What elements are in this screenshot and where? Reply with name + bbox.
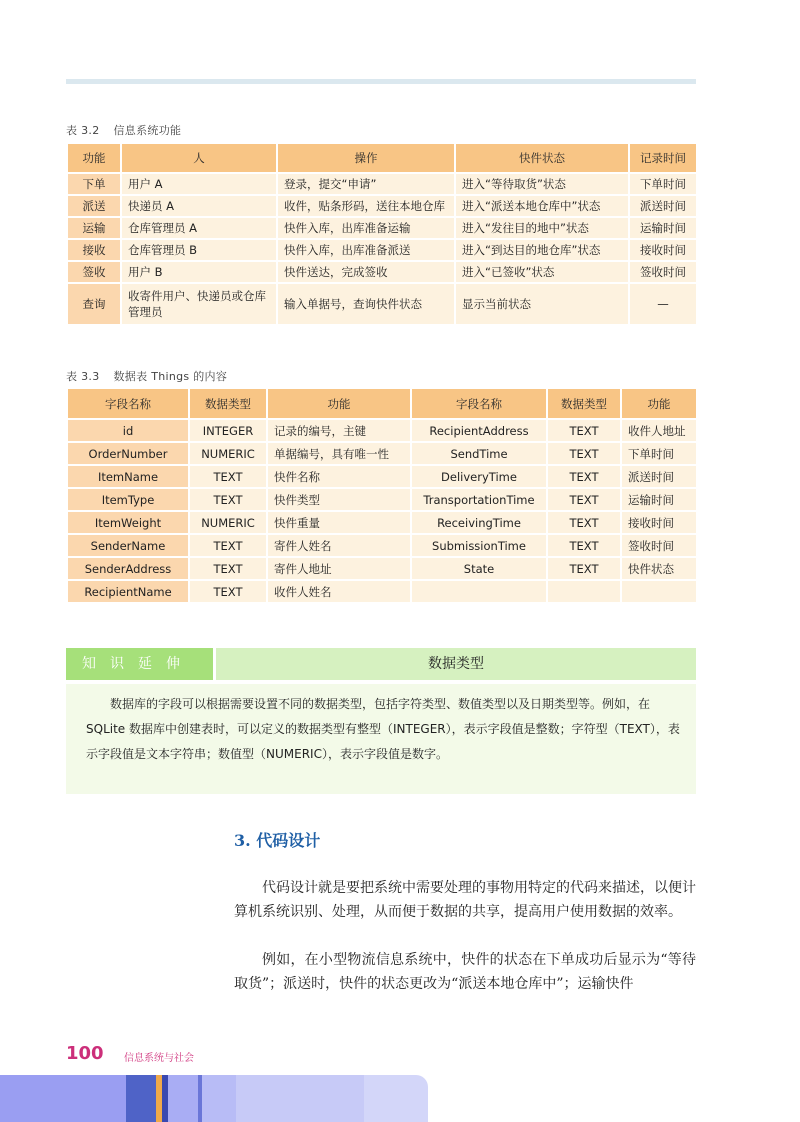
table3-caption bbox=[66, 368, 227, 384]
table-cell: 记录的编号，主键 bbox=[267, 419, 411, 442]
table-row bbox=[67, 557, 697, 580]
table-cell: 运输时间 bbox=[629, 217, 697, 239]
table-cell: 运输时间 bbox=[621, 488, 697, 511]
table-cell: 进入“派送本地仓库中”状态 bbox=[455, 195, 629, 217]
table-cell: 进入“发往目的地中”状态 bbox=[455, 217, 629, 239]
table-cell: TEXT bbox=[547, 488, 621, 511]
table-cell: TEXT bbox=[547, 465, 621, 488]
table-cell: 运输 bbox=[67, 217, 121, 239]
table-cell: TEXT bbox=[547, 557, 621, 580]
table-cell: 签收时间 bbox=[621, 534, 697, 557]
knowledge-title: 数据类型 bbox=[428, 656, 484, 672]
table-cell: 快件送达，完成签收 bbox=[277, 261, 455, 283]
table-cell: 收寄件用户、快递员或仓库管理员 bbox=[121, 283, 277, 325]
table-cell: ItemName bbox=[67, 465, 189, 488]
table-cell: TEXT bbox=[189, 534, 267, 557]
table-cell: TEXT bbox=[189, 465, 267, 488]
table-header-cell: 操作 bbox=[277, 143, 455, 173]
table-cell: 用户 A bbox=[121, 173, 277, 195]
footer-stripe bbox=[126, 1075, 156, 1122]
table-header-cell: 字段名称 bbox=[67, 388, 189, 419]
table2-caption-number: 表 3.2 bbox=[66, 124, 100, 137]
table-cell: NUMERIC bbox=[189, 511, 267, 534]
body-paragraph: 例如，在小型物流信息系统中，快件的状态在下单成功后显示为“等待取货”；派送时，快件的状态更改为“派送本地仓库中”；运输快件 bbox=[234, 952, 696, 992]
body-paragraph: 代码设计就是要把系统中需要处理的事物用特定的代码来描述，以便计算机系统识别、处理，从而便于数据的共享，提高用户使用数据的效率。 bbox=[234, 880, 696, 920]
table2-caption bbox=[66, 122, 181, 138]
table-cell: 下单时间 bbox=[629, 173, 697, 195]
table-cell: SenderName bbox=[67, 534, 189, 557]
table-cell: 派送时间 bbox=[629, 195, 697, 217]
table-row bbox=[67, 173, 697, 195]
table-cell: 快递员 A bbox=[121, 195, 277, 217]
table-cell: 仓库管理员 B bbox=[121, 239, 277, 261]
page-number: 100 bbox=[66, 1043, 104, 1064]
table-cell: TransportationTime bbox=[411, 488, 547, 511]
table-cell: ReceivingTime bbox=[411, 511, 547, 534]
table-cell: — bbox=[629, 283, 697, 325]
table-cell: SendTime bbox=[411, 442, 547, 465]
table-cell: OrderNumber bbox=[67, 442, 189, 465]
table-cell: TEXT bbox=[189, 580, 267, 603]
table-cell: 输入单据号，查询快件状态 bbox=[277, 283, 455, 325]
table-cell: 派送 bbox=[67, 195, 121, 217]
table-header-row bbox=[67, 143, 697, 173]
knowledge-tag: 知识延伸 bbox=[66, 648, 213, 680]
table-header-cell: 记录时间 bbox=[629, 143, 697, 173]
section-heading: 3. 代码设计 bbox=[234, 831, 321, 850]
top-rule bbox=[66, 79, 696, 84]
knowledge-title-bar bbox=[216, 648, 696, 680]
table-cell: 进入“到达目的地仓库”状态 bbox=[455, 239, 629, 261]
table-cell: DeliveryTime bbox=[411, 465, 547, 488]
footer-stripe bbox=[236, 1075, 364, 1122]
table-row bbox=[67, 239, 697, 261]
table-cell: 登录，提交“申请” bbox=[277, 173, 455, 195]
table-cell: 快件类型 bbox=[267, 488, 411, 511]
table-cell: 接收时间 bbox=[629, 239, 697, 261]
table-row bbox=[67, 217, 697, 239]
table-cell: 进入“等待取货”状态 bbox=[455, 173, 629, 195]
table-cell: 仓库管理员 A bbox=[121, 217, 277, 239]
table-row bbox=[67, 488, 697, 511]
table-cell: 快件状态 bbox=[621, 557, 697, 580]
table-cell: 派送时间 bbox=[621, 465, 697, 488]
footer-decor-bar bbox=[0, 1075, 800, 1122]
table-cell: TEXT bbox=[189, 488, 267, 511]
knowledge-text: 数据库的字段可以根据需要设置不同的数据类型，包括字符类型、数值类型以及日期类型等。例如，在 SQLite 数据库中创建表时，可以定义的数据类型有整型（INTEGER），表示字段值是整数；字符型（TEXT），表示字段值是文本字符串；数值型（NUMERIC），表示字段值是数字。 bbox=[86, 697, 680, 761]
table-cell: 收件人地址 bbox=[621, 419, 697, 442]
table-cell: 下单 bbox=[67, 173, 121, 195]
table-cell: 快件重量 bbox=[267, 511, 411, 534]
table-cell: 显示当前状态 bbox=[455, 283, 629, 325]
knowledge-header bbox=[66, 648, 696, 680]
table-cell: 查询 bbox=[67, 283, 121, 325]
table-header-cell: 数据类型 bbox=[547, 388, 621, 419]
table-header-cell: 人 bbox=[121, 143, 277, 173]
table-cell: 收件人姓名 bbox=[267, 580, 411, 603]
table-cell: 快件入库，出库准备运输 bbox=[277, 217, 455, 239]
table-cell: TEXT bbox=[189, 557, 267, 580]
table-cell bbox=[547, 580, 621, 603]
knowledge-body bbox=[66, 684, 696, 794]
table-cell: 单据编号，具有唯一性 bbox=[267, 442, 411, 465]
table-cell: INTEGER bbox=[189, 419, 267, 442]
table-row bbox=[67, 283, 697, 325]
table-header-cell: 功能 bbox=[67, 143, 121, 173]
table-info-system-functions bbox=[66, 142, 698, 326]
table3-caption-number: 表 3.3 bbox=[66, 370, 100, 383]
footer-stripe bbox=[0, 1075, 126, 1122]
table-cell: RecipientAddress bbox=[411, 419, 547, 442]
table-cell: TEXT bbox=[547, 442, 621, 465]
table-header-cell: 快件状态 bbox=[455, 143, 629, 173]
table-cell: SenderAddress bbox=[67, 557, 189, 580]
table-cell: 签收 bbox=[67, 261, 121, 283]
table-cell: 用户 B bbox=[121, 261, 277, 283]
table-cell: TEXT bbox=[547, 534, 621, 557]
footer-stripe bbox=[202, 1075, 236, 1122]
series-title: 信息系统与社会 bbox=[124, 1053, 194, 1064]
table-row bbox=[67, 465, 697, 488]
table-cell: 进入“已签收”状态 bbox=[455, 261, 629, 283]
table-cell: TEXT bbox=[547, 419, 621, 442]
table-cell: 寄件人姓名 bbox=[267, 534, 411, 557]
table-cell: 快件名称 bbox=[267, 465, 411, 488]
table-cell: 签收时间 bbox=[629, 261, 697, 283]
table-header-row bbox=[67, 388, 697, 419]
table-things-fields bbox=[66, 387, 698, 604]
table-cell: TEXT bbox=[547, 511, 621, 534]
table-row bbox=[67, 261, 697, 283]
table-cell bbox=[411, 580, 547, 603]
table-cell: ItemWeight bbox=[67, 511, 189, 534]
footer-stripe bbox=[168, 1075, 198, 1122]
table-cell bbox=[621, 580, 697, 603]
table-cell: State bbox=[411, 557, 547, 580]
footer-stripe bbox=[364, 1075, 428, 1122]
table-cell: NUMERIC bbox=[189, 442, 267, 465]
table-header-cell: 字段名称 bbox=[411, 388, 547, 419]
table-cell: ItemType bbox=[67, 488, 189, 511]
table-row bbox=[67, 511, 697, 534]
table3-caption-title: 数据表 Things 的内容 bbox=[113, 370, 228, 383]
table-row bbox=[67, 442, 697, 465]
table-cell: 接收时间 bbox=[621, 511, 697, 534]
table-cell: 接收 bbox=[67, 239, 121, 261]
table-cell: RecipientName bbox=[67, 580, 189, 603]
table-header-cell: 数据类型 bbox=[189, 388, 267, 419]
table-cell: 下单时间 bbox=[621, 442, 697, 465]
table-row bbox=[67, 580, 697, 603]
table-header-cell: 功能 bbox=[621, 388, 697, 419]
table-row bbox=[67, 195, 697, 217]
table-row bbox=[67, 534, 697, 557]
table-row bbox=[67, 419, 697, 442]
table-cell: id bbox=[67, 419, 189, 442]
table-cell: SubmissionTime bbox=[411, 534, 547, 557]
table-cell: 收件，贴条形码，送往本地仓库 bbox=[277, 195, 455, 217]
table-cell: 快件入库，出库准备派送 bbox=[277, 239, 455, 261]
table-cell: 寄件人地址 bbox=[267, 557, 411, 580]
table2-caption-title: 信息系统功能 bbox=[113, 124, 182, 137]
table-header-cell: 功能 bbox=[267, 388, 411, 419]
